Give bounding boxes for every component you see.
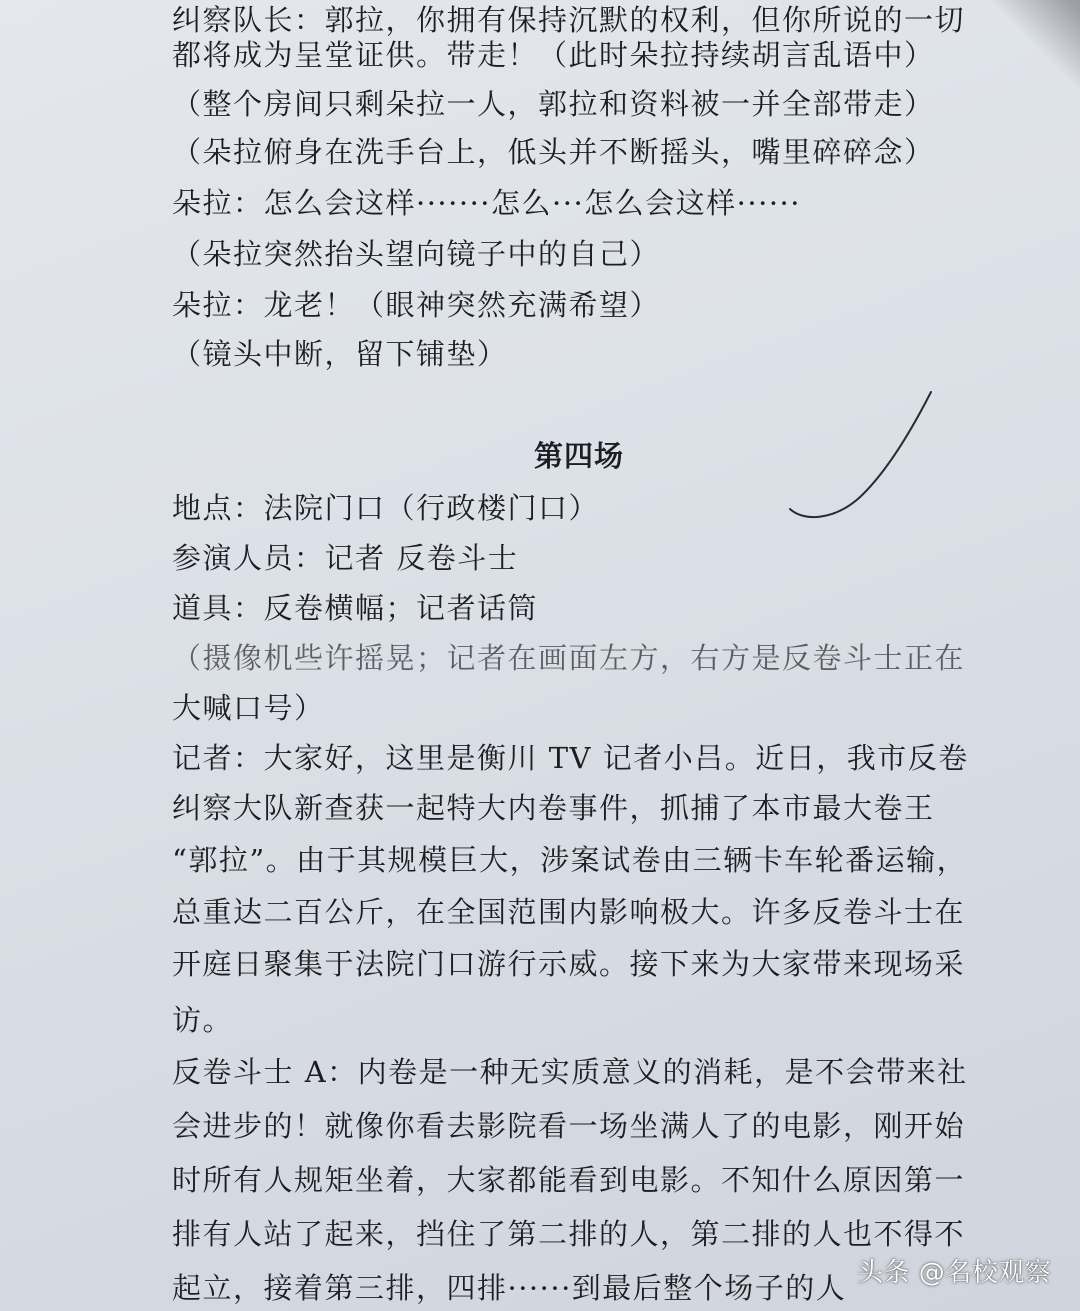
dialogue-line: 时所有人规矩坐着，大家都能看到电影。不知什么原因第一 — [172, 1163, 966, 1197]
dialogue-line: 起立，接着第三排，四排······到最后整个场子的人 — [172, 1271, 847, 1305]
text-line: 都将成为呈堂证供。带走！（此时朵拉持续胡言乱语中） — [172, 38, 935, 72]
stage-direction: （朵拉俯身在洗手台上，低头并不断摇头，嘴里碎碎念） — [172, 135, 935, 169]
scene-title: 第四场 — [534, 439, 625, 473]
dialogue-line: 开庭日聚集于法院门口游行示威。接下来为大家带来现场采 — [172, 947, 966, 981]
scene-location: 地点：法院门口（行政楼门口） — [172, 491, 600, 525]
stage-direction: （镜头中断，留下铺垫） — [172, 337, 508, 371]
dialogue-line: 访。 — [172, 1003, 234, 1037]
dialogue-line: 总重达二百公斤，在全国范围内影响极大。许多反卷斗士在 — [172, 895, 966, 929]
dialogue-line: 会进步的！就像你看去影院看一场坐满人了的电影，刚开始 — [172, 1109, 966, 1143]
page-corner-shadow — [980, 0, 1080, 120]
scene-props: 道具：反卷横幅；记者话筒 — [172, 591, 539, 625]
dialogue-line: 记者：大家好，这里是衡川 TV 记者小吕。近日，我市反卷 — [172, 741, 969, 775]
text-line: 纠察队长：郭拉，你拥有保持沉默的权利，但你所说的一切 — [172, 3, 966, 37]
stage-direction: 大喊口号） — [172, 691, 325, 725]
dialogue-line: 朵拉：龙老！（眼神突然充满希望） — [172, 288, 661, 322]
dialogue-line: “郭拉”。由于其规模巨大，涉案试卷由三辆卡车轮番运输， — [172, 843, 968, 877]
stage-direction: （朵拉突然抬头望向镜子中的自己） — [172, 237, 661, 271]
dialogue-line: 朵拉：怎么会这样·······怎么···怎么会这样······ — [172, 186, 801, 220]
watermark: 头条 @名校观察 — [857, 1258, 1052, 1288]
scene-cast: 参演人员：记者 反卷斗士 — [172, 541, 519, 575]
dialogue-line: 纠察大队新查获一起特大内卷事件，抓捕了本市最大卷王 — [172, 791, 935, 825]
dialogue-line: 反卷斗士 A：内卷是一种无实质意义的消耗，是不会带来社 — [172, 1055, 968, 1089]
dialogue-line: 排有人站了起来，挡住了第二排的人，第二排的人也不得不 — [172, 1217, 966, 1251]
stage-direction-faded: （摄像机些许摇晃；记者在画面左方，右方是反卷斗士正在 — [172, 641, 966, 675]
stage-direction: （整个房间只剩朵拉一人，郭拉和资料被一并全部带走） — [172, 87, 935, 121]
pen-stroke-mark — [784, 380, 934, 530]
